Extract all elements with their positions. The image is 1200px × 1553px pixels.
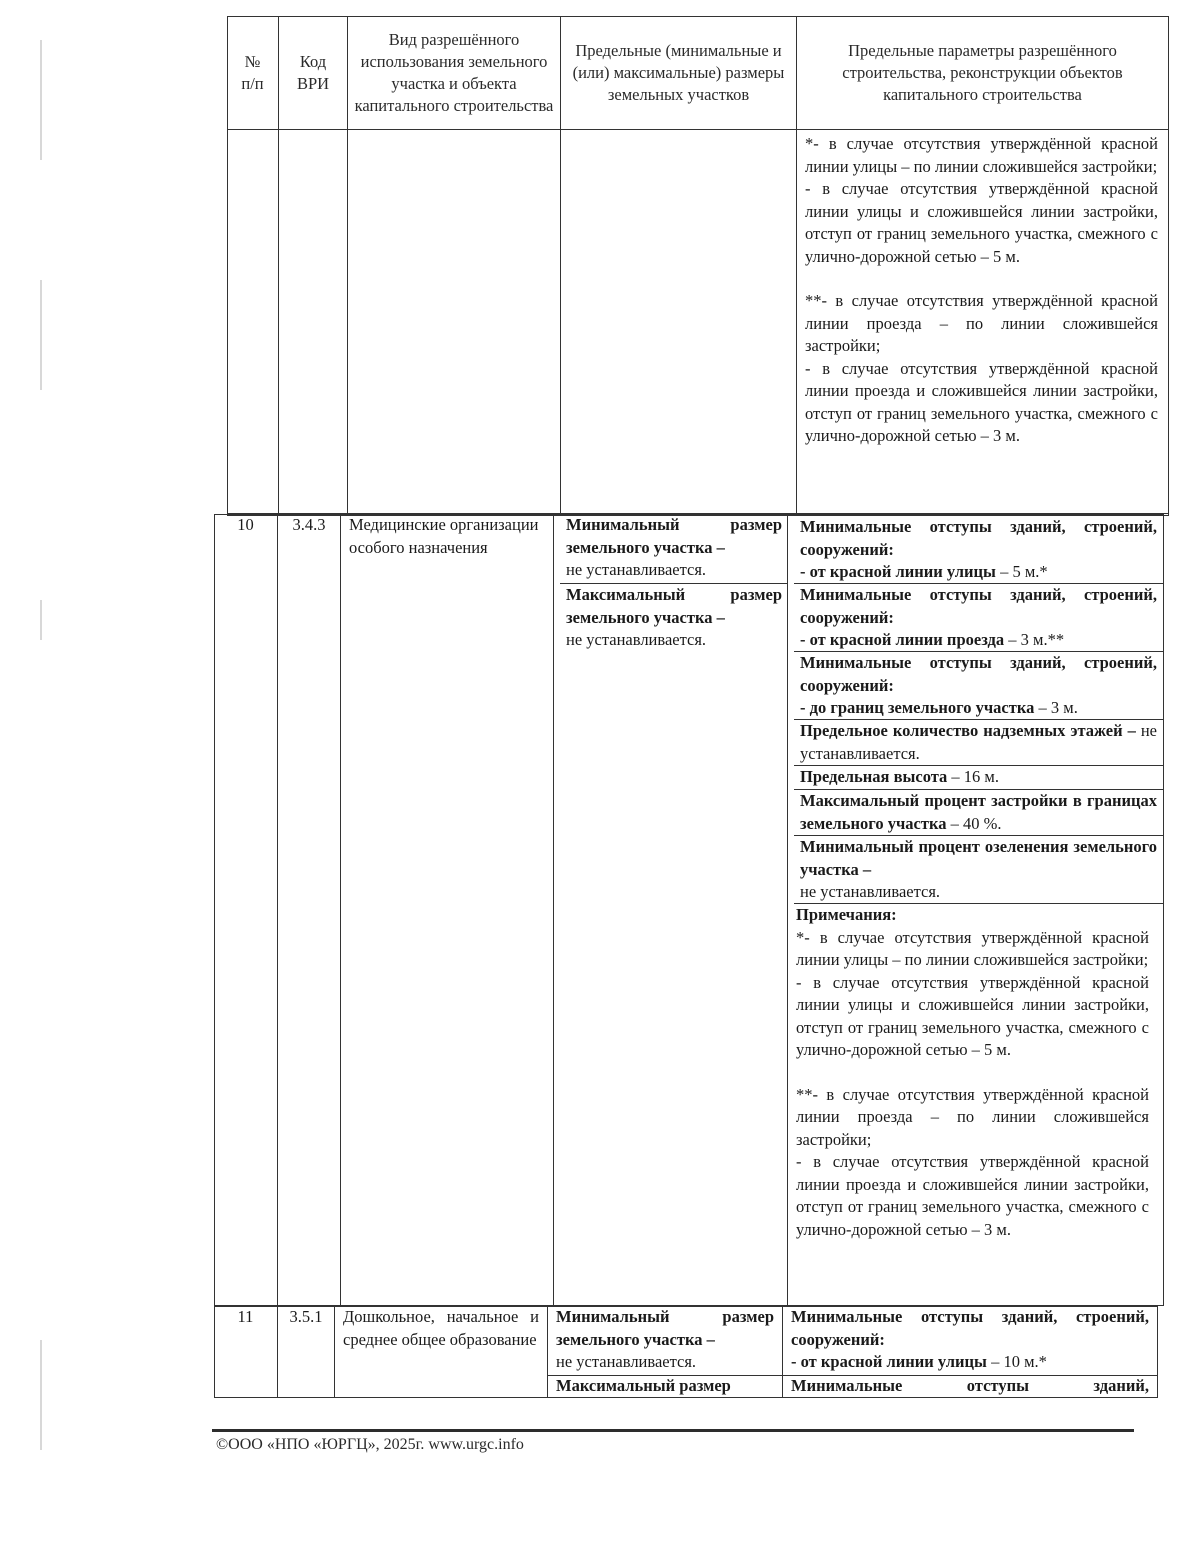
row10-max-size bbox=[560, 584, 788, 654]
row10-border-label: - до границ земельного участка bbox=[800, 698, 1035, 717]
cont-code bbox=[279, 130, 348, 514]
row10-street-value: – 5 м.* bbox=[995, 562, 1048, 581]
row11-max-size bbox=[548, 1376, 783, 1398]
row10-note-2: - в случае отсутствия утверждённой красной линии улицы и сложившейся линии застройки, отступ от границ земельного участка, смежного с улично-дорожной сетью – 5 м. bbox=[796, 972, 1149, 1059]
row10-code: 3.4.3 bbox=[278, 514, 341, 1306]
row10-border-value: – 3 м. bbox=[1034, 698, 1078, 717]
cont-params bbox=[797, 130, 1169, 514]
row10-floors-label: Предельное количество надземных этажей – bbox=[800, 721, 1136, 740]
row11-param-street bbox=[783, 1306, 1158, 1376]
row11-street-label: - от красной линии улицы bbox=[791, 1352, 987, 1371]
cont-note-3: **- в случае отсутствия утверждённой красной линии проезда – по линии сложившейся застройки; bbox=[805, 291, 1158, 355]
cont-num bbox=[227, 130, 279, 514]
header-num: № п/п bbox=[227, 16, 279, 130]
row10-indent-title: Минимальные отступы зданий, строений, сооружений: bbox=[800, 517, 1157, 559]
cont-note-4: - в случае отсутствия утверждённой красной линии проезда и сложившейся линии застройки, отступ от границ земельного участка, смежного с улично-дорожной сетью – 3 м. bbox=[805, 358, 1158, 445]
row10-note-3: **- в случае отсутствия утверждённой красной линии проезда – по линии сложившейся застройки; bbox=[796, 1084, 1149, 1149]
row11-kind: Дошкольное, начальное и среднее общее образование bbox=[335, 1306, 548, 1398]
row10-green-value: не устанавливается. bbox=[800, 882, 941, 901]
scan-margin-mark bbox=[40, 40, 42, 160]
row10-street-label: - от красной линии улицы bbox=[800, 562, 996, 581]
row11-min-size-value: не устанавливается. bbox=[556, 1352, 697, 1371]
cont-note-2: - в случае отсутствия утверждённой красной линии улицы и сложившейся линии застройки, отступ от границ земельного участка, смежного с улично-дорожной сетью – 5 м. bbox=[805, 179, 1158, 266]
row11-min-size-label: Минимальный размер земельного участка – bbox=[556, 1307, 774, 1349]
row10-min-size bbox=[560, 514, 788, 584]
row10-param-passage bbox=[794, 584, 1164, 652]
row11-indent-title-2: Минимальные отступы зданий, bbox=[791, 1376, 1149, 1395]
row10-floors-value: не устанавливается. bbox=[800, 721, 1157, 763]
row10-max-size-label: Максимальный размер земельного участка – bbox=[566, 585, 782, 627]
row10-param-street bbox=[794, 514, 1164, 584]
row10-param-border bbox=[794, 652, 1164, 720]
row10-green-label: Минимальный процент озеленения земельного участка – bbox=[800, 837, 1157, 879]
row10-num: 10 bbox=[214, 514, 278, 1306]
row10-kind: Медицинские организации особого назначения bbox=[341, 514, 554, 1306]
row11-street-value: – 10 м.* bbox=[986, 1352, 1047, 1371]
row10-param-height bbox=[794, 766, 1164, 790]
row11-num: 11 bbox=[214, 1306, 278, 1398]
row11-indent-title: Минимальные отступы зданий, строений, сооружений: bbox=[791, 1307, 1149, 1349]
row10-passage-value: – 3 м.** bbox=[1004, 630, 1065, 649]
row10-passage-label: - от красной линии проезда bbox=[800, 630, 1005, 649]
scan-margin-mark bbox=[40, 1340, 42, 1450]
cont-note-1: *- в случае отсутствия утверждённой красной линии улицы – по линии сложившейся застройки; bbox=[805, 134, 1158, 176]
row10-indent-title-3: Минимальные отступы зданий, строений, сооружений: bbox=[800, 653, 1157, 695]
scan-margin-mark bbox=[40, 280, 42, 390]
row10-param-floors bbox=[794, 720, 1164, 766]
row10-notes-title: Примечания: bbox=[796, 905, 897, 924]
row10-max-size-value: не устанавливается. bbox=[566, 630, 707, 649]
row10-param-coverage bbox=[794, 790, 1164, 836]
row10-note-1: *- в случае отсутствия утверждённой красной линии улицы – по линии сложившейся застройки; bbox=[796, 927, 1149, 969]
row11-code: 3.5.1 bbox=[278, 1306, 335, 1398]
row10-height-value: – 16 м. bbox=[947, 767, 999, 786]
header-kind: Вид разрешённого использования земельного участка и объекта капитального строительства bbox=[348, 16, 561, 130]
header-params: Предельные параметры разрешённого строительства, реконструкции объектов капитального строительства bbox=[797, 16, 1169, 130]
header-sizes: Предельные (минимальные и (или) максимальные) размеры земельных участков bbox=[561, 16, 797, 130]
footer-copyright: ©ООО «НПО «ЮРГЦ», 2025г. www.urgc.info bbox=[216, 1436, 524, 1453]
header-code: Код ВРИ bbox=[279, 16, 348, 130]
footer-rule bbox=[212, 1429, 1134, 1432]
row10-min-size-label: Минимальный размер земельного участка – bbox=[566, 515, 782, 557]
row11-param-next bbox=[783, 1376, 1158, 1398]
row10-coverage-label: Максимальный процент застройки в границах земельного участка bbox=[800, 791, 1157, 833]
row10-min-size-value: не устанавливается. bbox=[566, 560, 707, 579]
row10-coverage-value: – 40 %. bbox=[946, 813, 1002, 833]
row11-min-size bbox=[548, 1306, 783, 1376]
row10-note-4: - в случае отсутствия утверждённой красной линии проезда и сложившейся линии застройки, отступ от границ земельного участка, смежного с улично-дорожной сетью – 3 м. bbox=[796, 1152, 1149, 1239]
row11-max-size-label: Максимальный размер bbox=[556, 1376, 731, 1395]
row10-height-label: Предельная высота bbox=[800, 767, 948, 786]
row10-param-green bbox=[794, 836, 1164, 904]
cont-kind bbox=[348, 130, 561, 514]
cont-sizes bbox=[561, 130, 797, 514]
row10-param-notes bbox=[788, 904, 1164, 1306]
row10-indent-title-2: Минимальные отступы зданий, строений, сооружений: bbox=[800, 585, 1157, 627]
scan-margin-mark bbox=[40, 600, 42, 640]
